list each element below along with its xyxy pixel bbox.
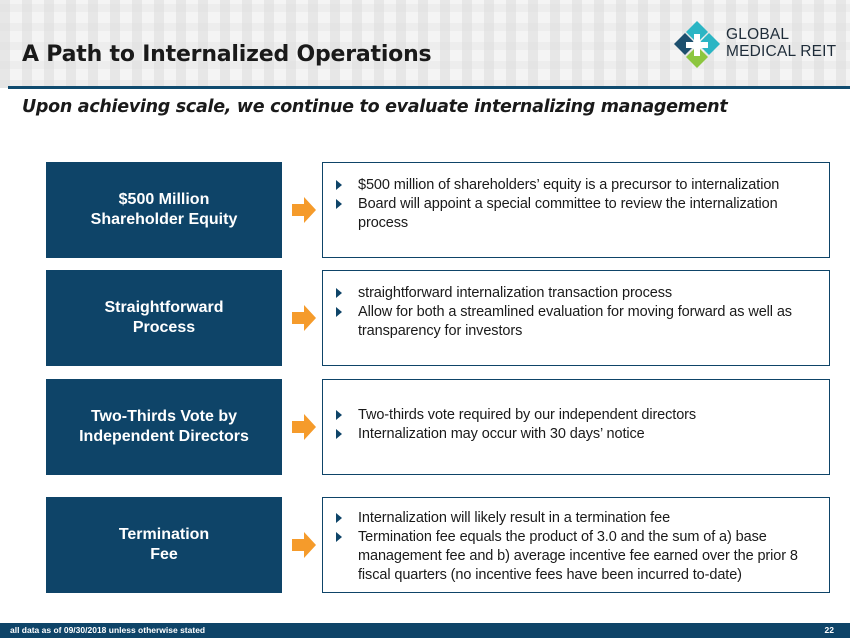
bullet-item: Two-thirds vote required by our independent directors: [335, 406, 817, 425]
page-number: 22: [824, 625, 834, 635]
bullet-list: [323, 498, 829, 585]
step-label: $500 Million Shareholder Equity: [90, 191, 238, 228]
arrow-right-icon: [292, 197, 316, 223]
page-title: A Path to Internalized Operations: [22, 42, 432, 67]
company-logo: [672, 20, 842, 70]
logo-line-2: MEDICAL REIT: [726, 43, 837, 60]
step-row-3: [46, 379, 830, 475]
step-label-box: [46, 379, 282, 475]
step-label: Termination Fee: [118, 526, 210, 563]
bullet-list: [323, 163, 829, 233]
bullet-item: straightforward internalization transaction process: [335, 284, 817, 303]
step-label-box: [46, 162, 282, 258]
footer-bar: [0, 623, 850, 638]
bullet-list: [323, 271, 829, 341]
logo-wordmark: [726, 26, 836, 60]
bullet-item: Termination fee equals the product of 3.0 and the sum of a) base management fee and b) average incentive fee earned over the prior 8 fiscal quarters (no incentive fees have been incurred to-date): [335, 528, 817, 585]
bullet-triangle-icon: [336, 288, 342, 298]
step-label-box: [46, 497, 282, 593]
bullet-item: Board will appoint a special committee to review the internalization process: [335, 195, 817, 233]
arrow-right-icon: [292, 414, 316, 440]
step-label: Two-Thirds Vote by Independent Directors: [79, 408, 249, 445]
step-details-box: [322, 497, 830, 593]
bullet-triangle-icon: [336, 429, 342, 439]
bullet-item: $500 million of shareholders’ equity is a precursor to internalization: [335, 176, 817, 195]
bullet-item: Allow for both a streamlined evaluation for moving forward as well as transparency for investors: [335, 303, 817, 341]
arrow-right-icon: [292, 305, 316, 331]
step-row-1: [46, 162, 830, 258]
step-label-box: [46, 270, 282, 366]
step-details-box: [322, 270, 830, 366]
page-subtitle: Upon achieving scale, we continue to evaluate internalizing management: [22, 97, 728, 117]
bullet-triangle-icon: [336, 199, 342, 209]
step-details-box: [322, 379, 830, 475]
bullet-triangle-icon: [336, 307, 342, 317]
bullet-triangle-icon: [336, 180, 342, 190]
bullet-item: Internalization will likely result in a termination fee: [335, 509, 817, 528]
step-label: Straightforward Process: [104, 299, 224, 336]
bullet-triangle-icon: [336, 513, 342, 523]
global-medical-reit-logo-icon: [672, 20, 722, 70]
step-row-4: [46, 497, 830, 593]
bullet-triangle-icon: [336, 532, 342, 542]
footer-disclaimer: all data as of 09/30/2018 unless otherwise stated: [10, 625, 206, 635]
title-divider: [8, 86, 850, 89]
logo-line-1: GLOBAL: [726, 26, 790, 43]
bullet-triangle-icon: [336, 410, 342, 420]
arrow-right-icon: [292, 532, 316, 558]
step-details-box: [322, 162, 830, 258]
step-row-2: [46, 270, 830, 366]
bullet-list: [323, 380, 829, 444]
bullet-item: Internalization may occur with 30 days’ notice: [335, 425, 817, 444]
